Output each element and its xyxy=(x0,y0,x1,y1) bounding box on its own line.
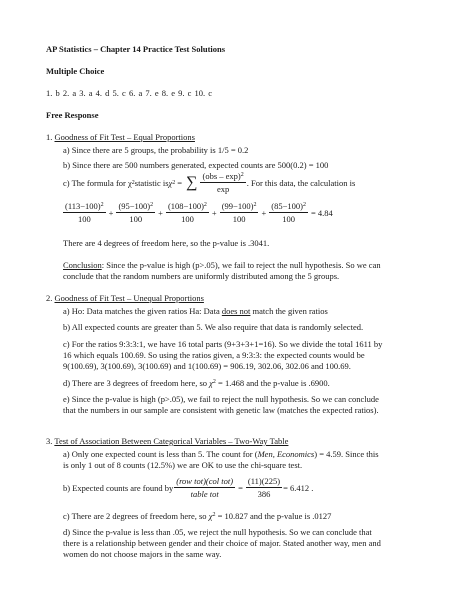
q2-heading xyxy=(46,293,204,303)
chi-symbol: χ xyxy=(168,177,173,188)
chi-symbol: χ xyxy=(208,511,213,521)
q3-a-post: ) = 4.59. Since this xyxy=(314,449,379,459)
q2-a-text: a) Ho: Data matches the given ratios Ha: Data xyxy=(63,306,222,316)
q3-number: 3. xyxy=(46,436,53,446)
q3-a-italic: Men, Economics xyxy=(257,449,315,459)
q2-part-b: b) All expected counts are greater than 5. We also require that data is randomly selected. xyxy=(63,322,364,332)
q3-b-result: = 6.412 . xyxy=(283,482,314,493)
value-fraction-numerator: (11)(225) xyxy=(247,476,281,486)
chi-fraction-numerator: (obs – exp) xyxy=(202,171,241,181)
q1-c-post: . For this data, the calculation is xyxy=(246,177,356,188)
q3-b-pre: b) Expected counts are found by xyxy=(63,482,174,493)
q1-conclusion-line1 xyxy=(63,260,381,270)
q2-title: Goodness of Fit Test – Unequal Proportions xyxy=(54,293,204,303)
q3-part-d-line1: d) Since the p-value is less than .05, we reject the null hypothesis. So we can conclude that xyxy=(63,527,372,537)
q1-number: 1. xyxy=(46,132,53,142)
q1-conclusion-line2: conclude that the random numbers are uniformly distributed among the 5 groups. xyxy=(63,271,340,281)
q2-part-d xyxy=(63,378,330,388)
q3-c-pre: c) There are 2 degrees of freedom here, so xyxy=(63,511,209,521)
q1-calculation xyxy=(62,201,335,224)
calc-term: $(113-100)^2$ 100 xyxy=(65,201,104,224)
calc-term: $\frac{(108-100)^2}{100}$ xyxy=(167,201,207,224)
q1-c-equals: = xyxy=(177,177,183,188)
q3-part-d-line3: women do not choose majors in the same way. xyxy=(63,549,222,559)
q2-d-post: = 1.468 and the p-value is .6900. xyxy=(215,378,330,388)
q1-part-a: a) Since there are 5 groups, the probability is 1/5 = 0.2 xyxy=(63,145,249,155)
q1-c-intro: c) The formula for χ xyxy=(63,177,132,188)
calc-term: $\frac{(99-100)^2}{100}$ xyxy=(221,201,257,224)
q3-part-a-line2: is only 1 out of 8 counts (12.5%) we are OK to use the chi-square test. xyxy=(63,460,303,470)
q2-part-e-line1: e) Since the p-value is high (p>.05), we fail to reject the null hypothesis. So we can conclude xyxy=(63,394,379,404)
q3-b-equals: = xyxy=(238,482,243,493)
q1-title: Goodness of Fit Test – Equal Proportions xyxy=(54,132,195,142)
calc-term: $\frac{(85-100)^2}{100}$ xyxy=(271,201,306,224)
multiple-choice-answers: 1. b 2. a 3. a 4. d 5. c 6. a 7. e 8. e 9. c 10. c xyxy=(46,88,213,98)
expected-fraction-denominator: table tot xyxy=(190,489,219,499)
chi-sup: 2 xyxy=(212,379,216,385)
q3-title: Test of Association Between Categorical Variables – Two-Way Table xyxy=(54,436,289,446)
calc-term: $\frac{(95-100)^2}{100}$ xyxy=(118,201,154,224)
q2-d-pre: d) There are 3 degrees of freedom here, so xyxy=(63,378,210,388)
q3-c-post: = 10.827 and the p-value is .0127 xyxy=(215,511,332,521)
q1-part-c-formula: c) The formula for χ 2 statistic is χ 2 = ∑ (obs – exp)$^2$ exp . For this data, the calculation is xyxy=(63,171,356,194)
plus-sign: + xyxy=(261,207,267,218)
q1-df-line: There are 4 degrees of freedom here, so the p-value is .3041. xyxy=(63,238,270,248)
multiple-choice-heading: Multiple Choice xyxy=(46,66,105,76)
expected-count-fraction xyxy=(174,476,235,499)
plus-sign: + xyxy=(211,207,217,218)
sigma-symbol: ∑ xyxy=(186,173,198,191)
q1-part-b: b) Since there are 500 numbers generated, expected counts are 500(0.2) = 100 xyxy=(63,160,329,170)
conclusion-label: Conclusion xyxy=(63,260,102,270)
calc-result: = 4.84 xyxy=(310,207,333,218)
q3-a-pre: a) Only one expected count is less than 5. The count for ( xyxy=(63,449,258,459)
q2-a-underlined: does not xyxy=(221,306,251,316)
chi-fraction-denominator: exp xyxy=(216,184,230,194)
q3-heading xyxy=(46,436,288,446)
chi-symbol: χ xyxy=(209,378,213,388)
expected-fraction-numerator: (row tot)(col tot) xyxy=(176,476,234,486)
q3-part-d-line2: there is a relationship between gender and their choice of major. Stated another way, men and xyxy=(63,538,381,548)
chi-square-fraction xyxy=(200,171,245,194)
value-fraction-denominator: 386 xyxy=(257,489,271,499)
q1-c-mid: statistic is xyxy=(134,177,169,188)
q2-part-a xyxy=(63,306,328,316)
q2-part-e-line2: that the numbers in our sample are consistent with genetic law (matches the expected ratios). xyxy=(63,405,379,415)
q2-part-c-line1: c) For the ratios 9:3:3:1, we have 16 total parts (9+3+3+1=16). So we divide the total 1611 by xyxy=(63,339,383,349)
q3-part-c xyxy=(63,511,331,521)
page-title: AP Statistics – Chapter 14 Practice Test Solutions xyxy=(46,44,226,54)
q2-part-c-line2: 16 which equals 100.69. So using the ratios given, a 9:3:3: the expected counts would be xyxy=(63,350,365,360)
q1-heading xyxy=(46,132,195,142)
expected-value-fraction xyxy=(246,476,282,499)
free-response-heading: Free Response xyxy=(46,110,99,120)
chi-sup: 2 xyxy=(212,512,216,518)
q2-a-post: match the given ratios xyxy=(250,306,328,316)
q2-part-c-line3: 9(100.69), 3(100.69), 3(100.69) and 1(100.69) = 906.19, 302.06, 302.06 and 100.69. xyxy=(63,361,351,371)
conclusion-text: : Since the p-value is high (p>.05), we fail to reject the null hypothesis. So we can xyxy=(101,260,381,270)
q3-part-b-formula xyxy=(63,476,313,499)
q3-part-a-line1 xyxy=(63,449,379,459)
chi-fraction-numerator-sup: 2 xyxy=(240,172,244,178)
plus-sign: + xyxy=(108,207,114,218)
q2-number: 2. xyxy=(46,293,53,303)
plus-sign: + xyxy=(158,207,163,218)
